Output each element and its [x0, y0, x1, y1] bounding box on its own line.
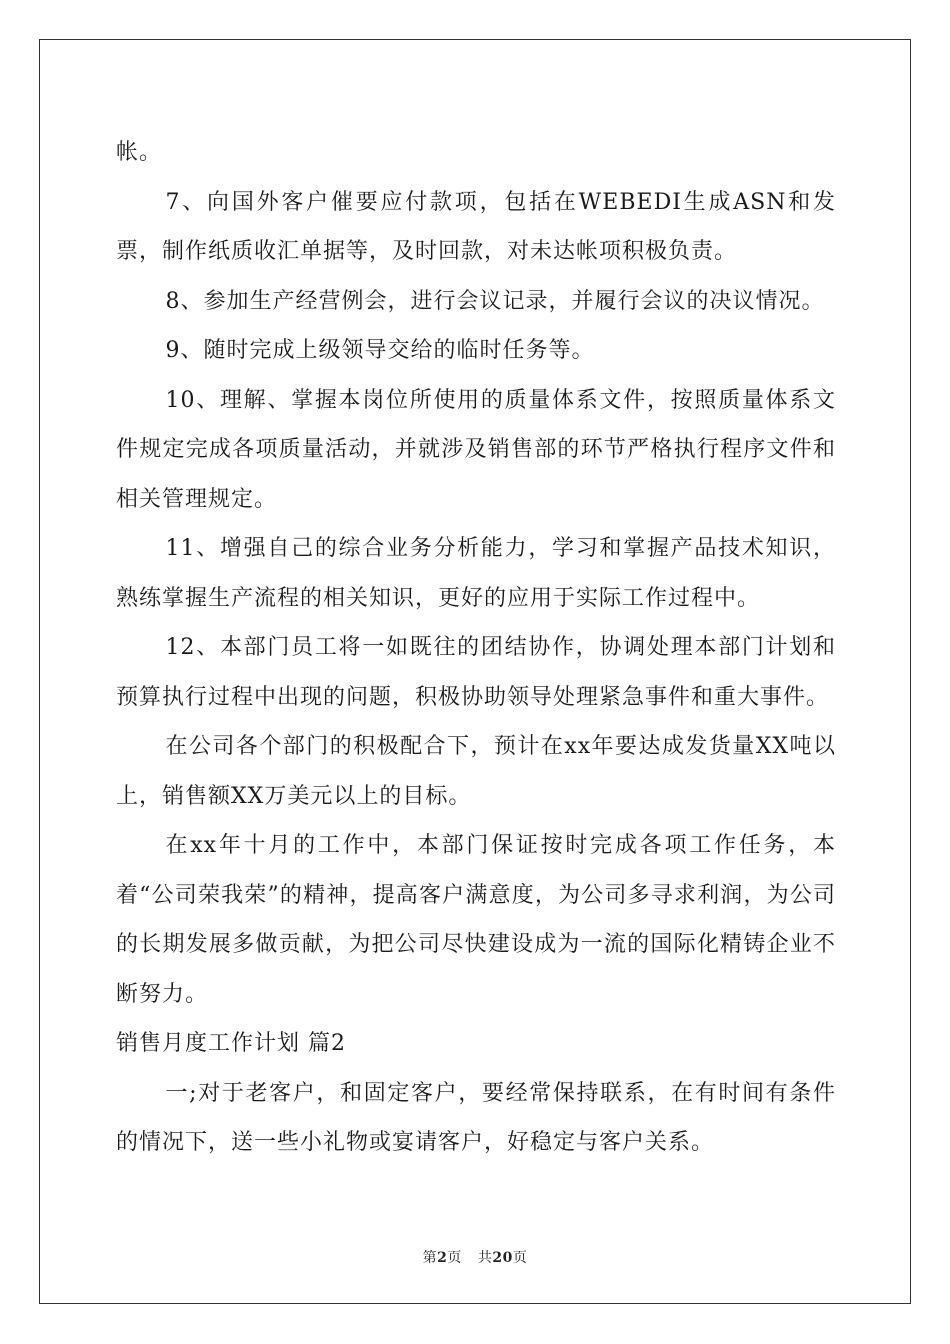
paragraph-item-10: 10、理解、掌握本岗位所使用的质量体系文件，按照质量体系文件规定完成各项质量活动，并就涉及销售部的环节严格执行程序文件和相关管理规定。: [116, 387, 836, 512]
paragraph-item-12: 12、本部门员工将一如既往的团结协作，协调处理本部门计划和预算执行过程中出现的问题，积极协助领导处理紧急事件和重大事件。: [116, 635, 836, 710]
section-heading: 销售月度工作计划 篇2: [116, 1031, 346, 1056]
page-suffix: 页: [447, 1250, 462, 1266]
paragraph-target: 在公司各个部门的积极配合下，预计在xx年要达成发货量XX吨以上，销售额XX万美元以上的目标。: [116, 734, 837, 809]
page-footer: [0, 1247, 950, 1267]
total-pages: 20: [492, 1250, 513, 1266]
paragraph-item-7: 7、向国外客户催要应付款项，包括在WEBEDI生成ASN和发票，制作纸质收汇单据等，及时回款，对未达帐项积极负责。: [116, 189, 836, 264]
total-suffix: 页: [512, 1250, 528, 1266]
page-prefix: 第: [422, 1250, 438, 1266]
paragraph-section2-item1: 一;对于老客户，和固定客户，要经常保持联系，在有时间有条件的情况下，送一些小礼物或宴请客户，好稳定与客户关系。: [116, 1080, 836, 1155]
paragraph-item-8: 8、参加生产经营例会，进行会议记录，并履行会议的决议情况。: [165, 288, 825, 314]
paragraph-commitment: 在xx年十月的工作中，本部门保证按时完成各项工作任务，本着“公司荣我荣”的精神，提高客户满意度，为公司多寻求利润，为公司的长期发展多做贡献，为把公司尽快建设成为一流的国际化精铸企业不断努力。: [116, 833, 836, 1007]
paragraph-item-9: 9、随时完成上级领导交给的临时任务等。: [165, 338, 595, 363]
paragraph-continuation: 帐。: [116, 140, 163, 165]
document-body: [116, 128, 836, 1168]
total-prefix: 共: [477, 1250, 493, 1266]
page-number: 2: [437, 1250, 448, 1266]
paragraph-item-11: 11、增强自己的综合业务分析能力，学习和掌握产品技术知识，熟练掌握生产流程的相关知识，更好的应用于实际工作过程中。: [116, 536, 836, 611]
